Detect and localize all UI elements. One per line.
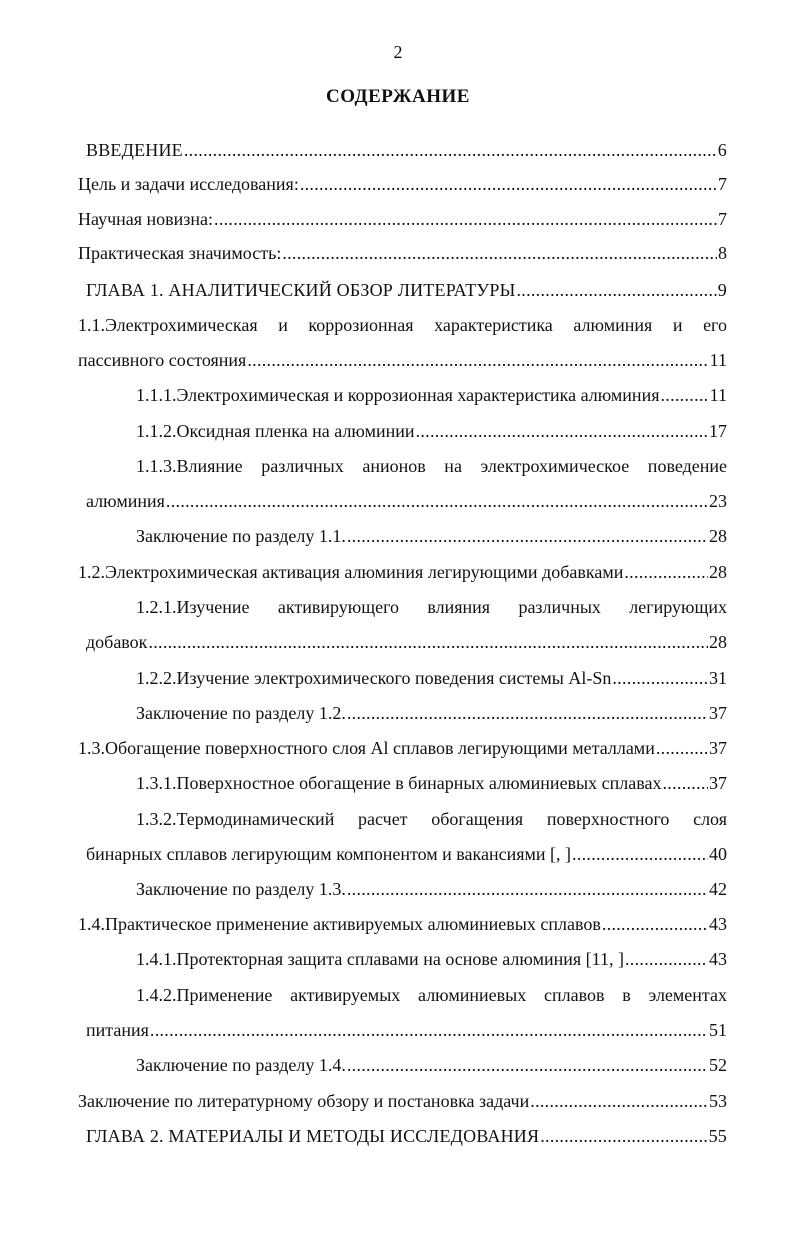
toc-leader-dots: [282, 241, 717, 265]
toc-entry-conclusion-1-3[interactable]: [136, 877, 727, 901]
toc-page-number: 37: [709, 773, 727, 793]
toc-entry-1-3-1[interactable]: [136, 771, 727, 795]
toc-page-number: 28: [709, 632, 727, 652]
toc-leader-dots: [148, 630, 708, 654]
toc-entry-1-4[interactable]: [78, 912, 727, 936]
toc-entry-title: Научная новизна:: [78, 209, 214, 229]
toc-entry-introduction[interactable]: [86, 138, 727, 162]
toc-leader-dots: [347, 1053, 708, 1077]
toc-leader-dots: [530, 1089, 708, 1113]
page-number: 2: [393, 42, 403, 62]
toc-entry-1-1-line-1[interactable]: 1.1.Электрохимическая и коррозионная характеристика алюминия и его: [78, 315, 727, 335]
toc-page-number: 28: [709, 562, 727, 582]
toc-page-number: 52: [709, 1055, 727, 1075]
toc-entry-chapter-1[interactable]: [86, 278, 727, 302]
toc-leader-dots: [166, 489, 708, 513]
toc-entry-title: Цель и задачи исследования:: [78, 174, 299, 194]
toc-entry-title: 1.2.Электрохимическая активация алюминия легирующими добавками: [78, 562, 624, 582]
toc-page-number: 11: [709, 385, 727, 405]
toc-entry-title: Заключение по разделу 1.3.: [136, 879, 346, 899]
toc-entry-1-3[interactable]: [78, 736, 727, 760]
toc-entry-title: 1.2.2.Изучение электрохимического поведения системы Al-Sn: [136, 668, 612, 688]
toc-page-number: 37: [709, 703, 727, 723]
toc-entry-1-2-2[interactable]: [136, 666, 727, 690]
toc-page-number: 55: [708, 1126, 727, 1146]
toc-entry-1-2[interactable]: [78, 560, 727, 584]
toc-entry-1-2-1-line-1[interactable]: 1.2.1.Изучение активирующего влияния различных легирующих: [136, 597, 727, 617]
toc-page-number: 53: [709, 1091, 727, 1111]
toc-entry-novelty[interactable]: [78, 207, 727, 231]
toc-entry-title: Практическая значимость:: [78, 243, 282, 263]
toc-page-number: 31: [709, 668, 727, 688]
toc-entry-1-1-1[interactable]: [136, 383, 727, 407]
toc-page-number: 43: [709, 949, 727, 969]
toc-entry-1-3-2-line-1[interactable]: 1.3.2.Термодинамический расчет обогащения поверхностного слоя: [136, 809, 727, 829]
toc-entry-1-1-3[interactable]: [86, 489, 727, 513]
toc-leader-dots: [347, 701, 708, 725]
toc-entry-1-1-3-line-1[interactable]: 1.1.3.Влияние различных анионов на электрохимическое поведение: [136, 456, 727, 476]
toc-entry-title: Заключение по разделу 1.4.: [136, 1055, 346, 1075]
page-title: СОДЕРЖАНИЕ: [326, 86, 470, 107]
toc-page-number: 23: [709, 491, 727, 511]
toc-entry-conclusion-1-1[interactable]: [136, 524, 727, 548]
toc-entry-goals[interactable]: [78, 172, 727, 196]
toc-page-number: 42: [709, 879, 727, 899]
toc-entry-title: бинарных сплавов легирующим компонентом и вакансиями [, ]: [86, 844, 572, 864]
toc-entry-title: 1.3.1.Поверхностное обогащение в бинарных алюминиевых сплавах: [136, 773, 662, 793]
toc-entry-literature-conclusion[interactable]: [78, 1089, 727, 1113]
toc-leader-dots: [625, 947, 708, 971]
toc-leader-dots: [660, 383, 708, 407]
toc-leader-dots: [416, 419, 708, 443]
toc-leader-dots: [572, 842, 708, 866]
toc-leader-dots: [540, 1124, 707, 1148]
toc-entry-title: 1.1.1.Электрохимическая и коррозионная характеристика алюминия: [136, 385, 660, 405]
toc-entry-title: 1.1.2.Оксидная пленка на алюминии: [136, 421, 415, 441]
toc-entry-title: Заключение по разделу 1.2.: [136, 703, 346, 723]
toc-page-number: 51: [709, 1020, 727, 1040]
toc-leader-dots: [150, 1018, 708, 1042]
toc-entry-title: пассивного состояния: [78, 350, 247, 370]
toc-leader-dots: [247, 348, 708, 372]
toc-leader-dots: [663, 771, 709, 795]
toc-entry-1-4-2[interactable]: [86, 1018, 727, 1042]
toc-entry-conclusion-1-2[interactable]: [136, 701, 727, 725]
toc-page-number: 7: [718, 174, 727, 194]
toc-entry-title: алюминия: [86, 491, 165, 511]
toc-entry-title: Заключение по разделу 1.1.: [136, 526, 346, 546]
toc-page-number: 11: [709, 350, 727, 370]
toc-page-number: 43: [709, 914, 727, 934]
toc-leader-dots: [602, 912, 708, 936]
toc-page-number: 17: [709, 421, 727, 441]
toc-leader-dots: [624, 560, 708, 584]
toc-entry-title: 1.4.1.Протекторная защита сплавами на основе алюминия [11, ]: [136, 949, 624, 969]
toc-entry-title: ГЛАВА 1. АНАЛИТИЧЕСКИЙ ОБЗОР ЛИТЕРАТУРЫ: [86, 280, 516, 300]
toc-entry-title: 1.3.Обогащение поверхностного слоя Al сплавов легирующими металлами: [78, 738, 655, 758]
toc-page-number: 37: [709, 738, 727, 758]
toc-page-number: 8: [718, 243, 727, 263]
toc-entry-title: добавок: [86, 632, 148, 652]
toc-leader-dots: [347, 877, 708, 901]
toc-entry-1-1-2[interactable]: [136, 419, 727, 443]
toc-entry-chapter-2[interactable]: [86, 1124, 727, 1148]
toc-page-number: 9: [717, 280, 727, 300]
toc-entry-title: питания: [86, 1020, 149, 1040]
toc-entry-title: ГЛАВА 2. МАТЕРИАЛЫ И МЕТОДЫ ИССЛЕДОВАНИЯ: [86, 1126, 540, 1146]
toc-leader-dots: [184, 138, 717, 162]
toc-entry-1-4-1[interactable]: [136, 947, 727, 971]
toc-entry-title: ВВЕДЕНИЕ: [86, 140, 183, 160]
toc-page-number: 7: [718, 209, 727, 229]
toc-leader-dots: [300, 172, 717, 196]
toc-entry-title: 1.4.Практическое применение активируемых алюминиевых сплавов: [78, 914, 601, 934]
toc-entry-title: Заключение по литературному обзору и постановка задачи: [78, 1091, 530, 1111]
toc-leader-dots: [516, 278, 716, 302]
toc-page-number: 28: [709, 526, 727, 546]
toc-entry-conclusion-1-4[interactable]: [136, 1053, 727, 1077]
toc-page-number: 40: [709, 844, 727, 864]
toc-leader-dots: [612, 666, 708, 690]
toc-entry-1-4-2-line-1[interactable]: 1.4.2.Применение активируемых алюминиевых сплавов в элементах: [136, 985, 727, 1005]
toc-leader-dots: [656, 736, 708, 760]
toc-page-number: 6: [717, 140, 727, 160]
toc-entry-1-3-2[interactable]: [86, 842, 727, 866]
toc-leader-dots: [347, 524, 708, 548]
toc-entry-1-2-1[interactable]: [86, 630, 727, 654]
toc-leader-dots: [214, 207, 717, 231]
toc-entry-1-1[interactable]: [78, 348, 727, 372]
toc-entry-significance[interactable]: [78, 241, 727, 265]
